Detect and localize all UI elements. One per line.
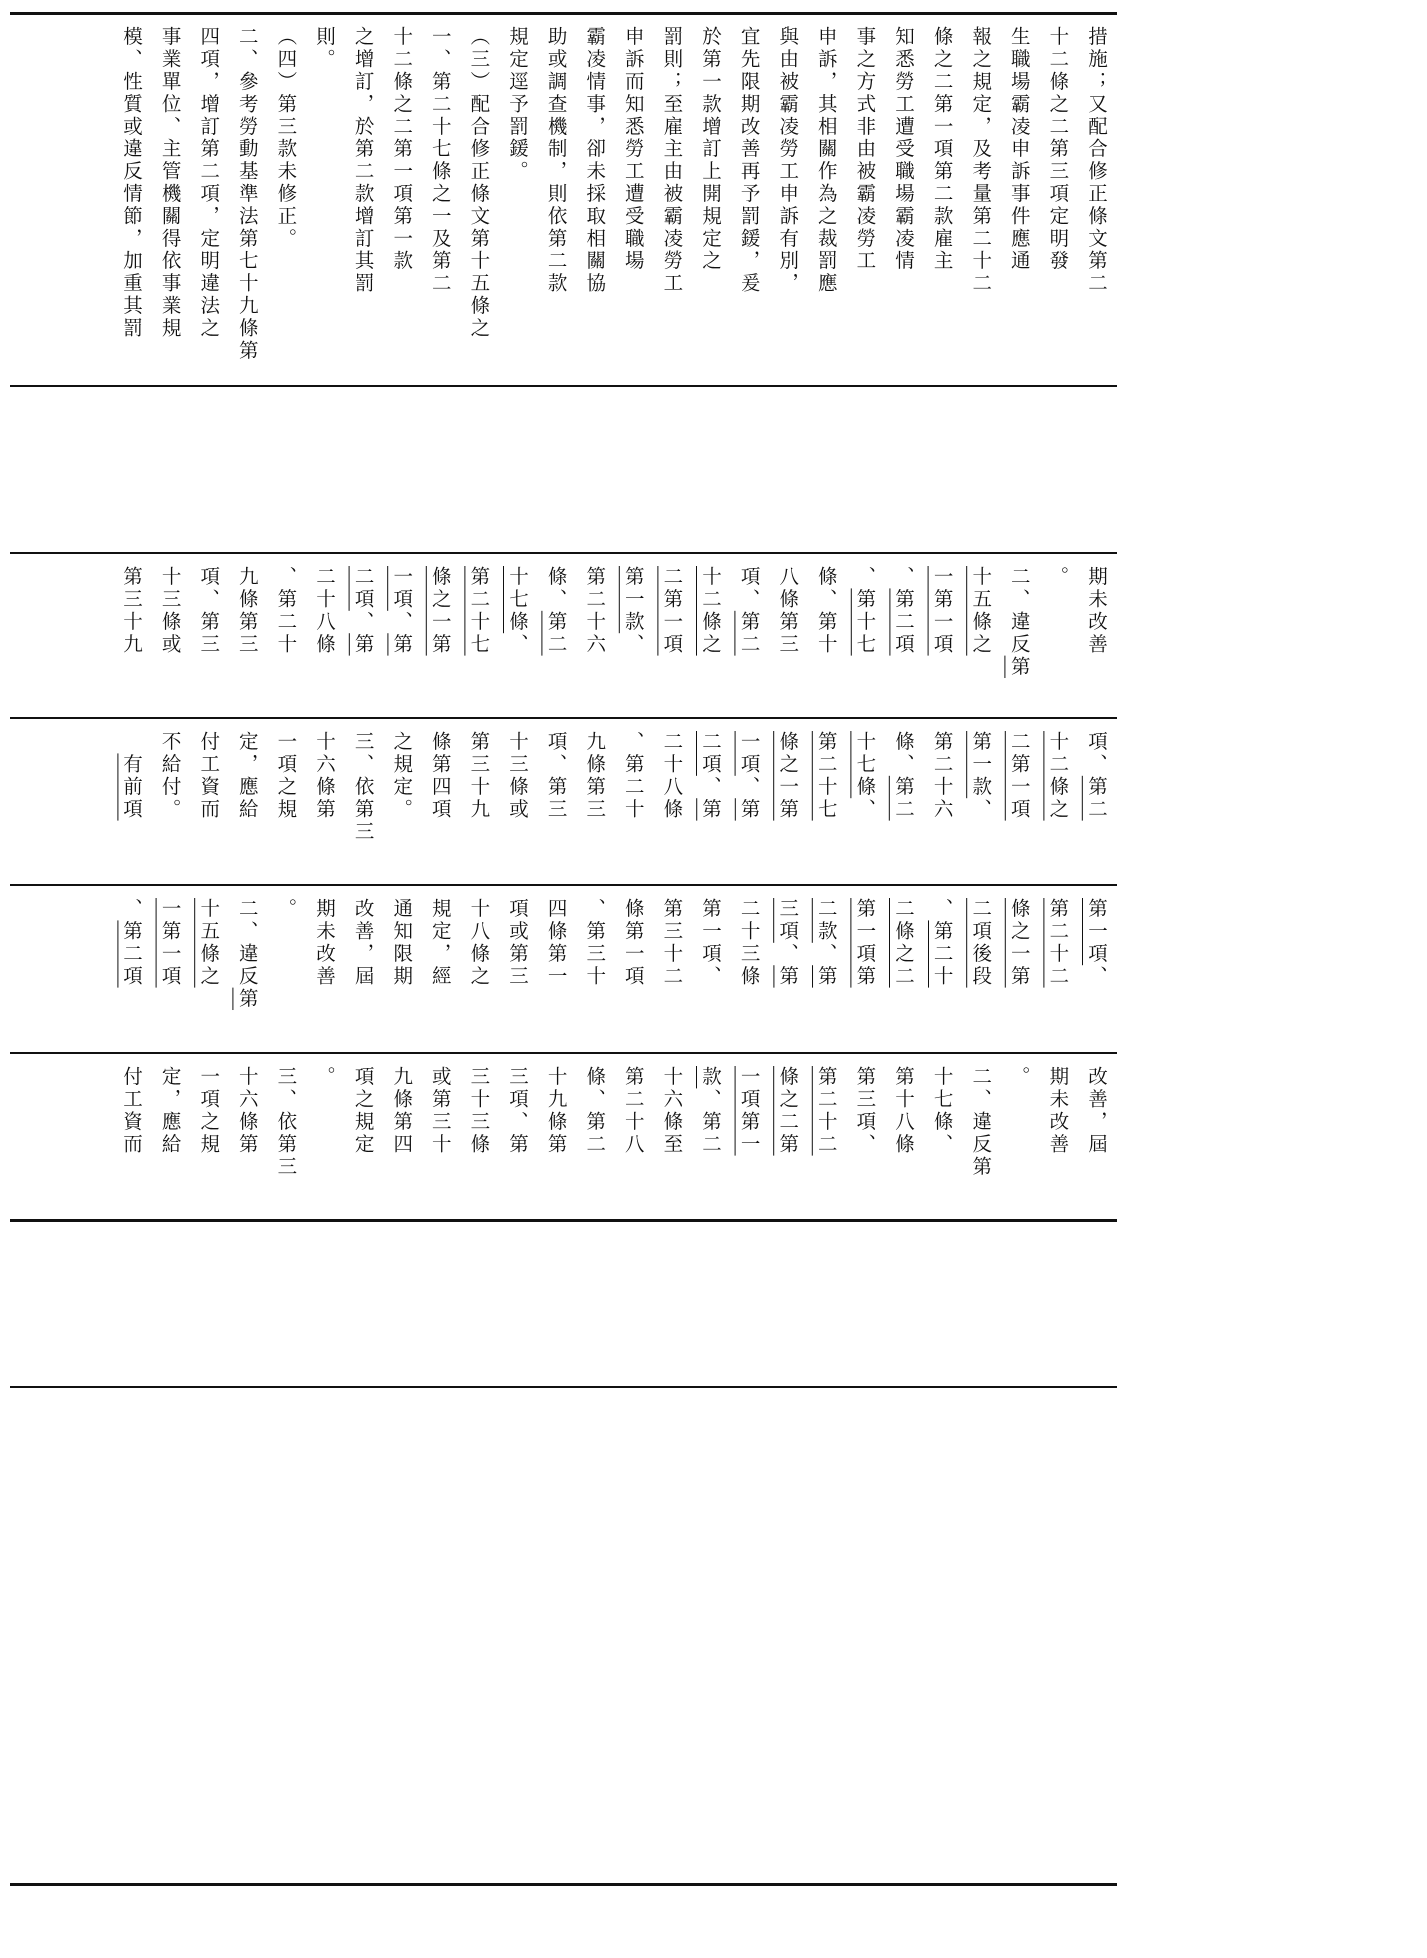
text-segment: 、 bbox=[814, 942, 838, 966]
text-segment: 規定，經 bbox=[428, 898, 452, 988]
text-column bbox=[545, 731, 567, 821]
text-column bbox=[197, 566, 219, 656]
text-column: 十二條之二第一項第一款 bbox=[390, 26, 414, 273]
text-segment: 、 bbox=[853, 798, 877, 821]
text-column bbox=[197, 731, 219, 821]
text-segment: 第二項 bbox=[120, 920, 143, 988]
text-segment: 第二十七 bbox=[814, 731, 838, 821]
text-segment: 二第一項 bbox=[660, 566, 684, 656]
text-segment: 第一款 bbox=[969, 731, 993, 799]
text-segment: 第二十二 bbox=[814, 1066, 838, 1156]
text-column bbox=[622, 731, 644, 821]
text-column: 知悉勞工遭受職場霸凌情 bbox=[892, 26, 915, 273]
text-segment: 三項 bbox=[776, 898, 800, 943]
text-segment: 三、依第三 bbox=[351, 731, 375, 843]
text-segment: 條第一項 bbox=[621, 898, 645, 988]
text-column bbox=[699, 898, 721, 988]
text-column bbox=[776, 566, 798, 656]
text-segment: 二項 bbox=[351, 566, 375, 611]
revised-article-text-block bbox=[0, 888, 1127, 1051]
text-column bbox=[545, 1066, 567, 1156]
text-column: 二、參考勞動基準法第七十九條第 bbox=[235, 26, 259, 362]
text-segment: 二項後段 bbox=[969, 898, 993, 988]
text-column bbox=[429, 731, 451, 821]
text-column bbox=[853, 566, 875, 656]
text-segment: 一項 bbox=[737, 731, 761, 776]
text-segment: 第二 bbox=[544, 610, 568, 656]
text-column bbox=[352, 566, 374, 656]
text-column: 條之二第一項第二款雇主 bbox=[930, 26, 954, 273]
text-column bbox=[506, 898, 528, 988]
text-column bbox=[583, 731, 605, 821]
text-segment: 項之規定 bbox=[351, 1066, 375, 1156]
text-segment: 第二項 bbox=[892, 588, 915, 656]
text-segment: 第 bbox=[390, 633, 414, 656]
section-divider-line bbox=[10, 884, 1117, 886]
text-segment: 十九條第 bbox=[544, 1066, 568, 1156]
text-column bbox=[738, 731, 760, 821]
text-segment: 第 bbox=[737, 798, 761, 821]
text-column bbox=[274, 898, 296, 920]
text-segment: 、 bbox=[1085, 965, 1108, 988]
bottom-border-line bbox=[10, 1883, 1117, 1886]
text-column: （四）第三款未修正。 bbox=[274, 26, 298, 250]
text-column bbox=[390, 898, 412, 988]
text-segment: 第 bbox=[1007, 655, 1031, 679]
text-segment: 二十八條 bbox=[660, 731, 684, 821]
text-column: 於第一款增訂上開規定之 bbox=[699, 26, 722, 273]
text-segment: 一項第一 bbox=[737, 1066, 761, 1156]
revised-article-text-block bbox=[0, 721, 1127, 883]
text-column bbox=[969, 1066, 991, 1178]
text-segment: 改善，屆 bbox=[1085, 1066, 1108, 1156]
text-segment: 十七條 bbox=[506, 566, 529, 634]
text-segment: 項、 bbox=[737, 566, 761, 611]
text-segment: 條、第二 bbox=[583, 1066, 607, 1156]
text-column bbox=[969, 898, 991, 988]
text-column: 模、性質或違反情節，加重其罰 bbox=[120, 26, 143, 340]
text-segment: 項、第三 bbox=[197, 566, 221, 656]
text-segment: 第二十八 bbox=[621, 1066, 645, 1156]
text-segment: 第三項、 bbox=[853, 1066, 877, 1156]
text-column bbox=[892, 566, 914, 656]
text-column: 助或調查機制，則依第二款 bbox=[544, 26, 568, 295]
text-column bbox=[120, 898, 142, 988]
text-column bbox=[969, 566, 991, 656]
text-column bbox=[1085, 731, 1107, 821]
text-column bbox=[1008, 566, 1030, 678]
text-segment: 第二 bbox=[737, 610, 761, 656]
text-column bbox=[583, 566, 605, 656]
text-segment: 第二十六 bbox=[930, 731, 954, 821]
text-column bbox=[622, 1066, 644, 1156]
revised-article-text-block bbox=[0, 556, 1127, 716]
text-column bbox=[352, 898, 374, 988]
text-segment: 第一項 bbox=[1085, 898, 1108, 966]
text-segment: 第 bbox=[699, 798, 722, 821]
text-column bbox=[622, 898, 644, 988]
text-segment: 第三十二 bbox=[660, 898, 684, 988]
text-segment: 三十三條 bbox=[467, 1066, 491, 1156]
text-segment: 。 bbox=[274, 898, 298, 921]
text-column bbox=[738, 898, 760, 988]
current-article-text-block bbox=[0, 1056, 1127, 1218]
text-column bbox=[1008, 731, 1030, 821]
text-column bbox=[120, 731, 142, 821]
text-segment: 、第二十 bbox=[621, 731, 645, 821]
text-column bbox=[699, 566, 721, 656]
text-column bbox=[159, 731, 181, 821]
text-column bbox=[506, 566, 528, 656]
section-divider-line bbox=[10, 1386, 1117, 1388]
text-segment: 二十八條 bbox=[313, 566, 336, 656]
text-column: 之增訂，於第二款增訂其罰 bbox=[351, 26, 375, 295]
text-column bbox=[931, 898, 953, 988]
text-column: 罰則；至雇主由被霸凌勞工 bbox=[660, 26, 684, 295]
text-segment: 、 bbox=[969, 798, 993, 821]
text-column: 與由被霸凌勞工申訴有別， bbox=[776, 26, 800, 295]
top-border-line bbox=[10, 12, 1117, 15]
text-column bbox=[776, 898, 798, 988]
text-column bbox=[236, 566, 258, 656]
text-segment: 九條第三 bbox=[235, 566, 259, 656]
text-segment: 十八條之 bbox=[467, 898, 491, 988]
text-column bbox=[467, 566, 489, 656]
text-column bbox=[1046, 898, 1068, 988]
text-column bbox=[352, 1066, 374, 1156]
text-segment: 第 bbox=[814, 965, 838, 988]
text-segment: 不給付。 bbox=[158, 731, 182, 821]
text-segment: 第二十二 bbox=[1046, 898, 1070, 988]
text-column: 四項，增訂第二項，定明違法之 bbox=[197, 26, 221, 340]
text-column: 宜先限期改善再予罰鍰，爰 bbox=[737, 26, 761, 295]
text-column bbox=[274, 1066, 296, 1178]
text-column bbox=[699, 1066, 721, 1156]
text-column bbox=[506, 1066, 528, 1156]
text-segment: 條之一第 bbox=[428, 566, 452, 656]
text-segment: 十二條之 bbox=[1046, 731, 1070, 821]
text-segment: 之規定。 bbox=[390, 731, 414, 821]
text-segment: 條、 bbox=[544, 566, 568, 611]
text-column bbox=[622, 566, 644, 656]
text-segment: 項、第三 bbox=[544, 731, 568, 821]
text-column bbox=[815, 566, 837, 656]
text-segment: 條之二第 bbox=[776, 1066, 800, 1156]
text-segment: 、 bbox=[930, 898, 954, 921]
text-column bbox=[313, 566, 335, 656]
text-segment: 期未改善 bbox=[1046, 1066, 1070, 1156]
text-segment: 、 bbox=[351, 610, 375, 634]
text-column bbox=[1046, 1066, 1068, 1156]
section-divider-line bbox=[10, 1052, 1117, 1054]
text-segment: 改善，屆 bbox=[351, 898, 375, 988]
text-column bbox=[583, 1066, 605, 1156]
text-column: 生職場霸凌申訴事件應通 bbox=[1007, 26, 1031, 273]
text-column bbox=[429, 1066, 451, 1156]
text-column bbox=[1046, 566, 1068, 588]
text-segment: 、 bbox=[853, 566, 877, 589]
text-segment: 付工資而 bbox=[197, 731, 221, 821]
text-segment: 條、第十 bbox=[814, 566, 838, 656]
text-column bbox=[159, 1066, 181, 1156]
text-column bbox=[892, 731, 914, 821]
text-segment: 十五條之 bbox=[197, 898, 221, 988]
text-column bbox=[236, 1066, 258, 1156]
text-segment: 十五條之 bbox=[969, 566, 993, 656]
text-segment: 款 bbox=[699, 1066, 722, 1089]
text-column: 申訴，其相關作為之裁罰應 bbox=[814, 26, 838, 295]
text-segment: 、第三十 bbox=[583, 898, 607, 988]
text-segment: 、 bbox=[737, 775, 761, 799]
text-segment: 二條之二 bbox=[892, 898, 915, 988]
text-segment: 二款 bbox=[814, 898, 838, 943]
text-column bbox=[352, 731, 374, 843]
text-segment: 項或第三 bbox=[506, 898, 529, 988]
text-segment: 、 bbox=[506, 633, 529, 656]
text-segment: 十六條至 bbox=[660, 1066, 684, 1156]
section-divider-line bbox=[10, 385, 1117, 387]
text-segment: 三項、第 bbox=[506, 1066, 529, 1156]
text-segment: 項、 bbox=[1085, 731, 1108, 776]
text-segment: 第十八條 bbox=[892, 1066, 915, 1156]
text-segment: 。 bbox=[1007, 1066, 1031, 1089]
text-segment: 一項之規 bbox=[274, 731, 298, 821]
text-segment: 二十三條 bbox=[737, 898, 761, 988]
text-column bbox=[1008, 1066, 1030, 1088]
text-segment: 期未改善 bbox=[313, 898, 336, 988]
text-column bbox=[660, 898, 682, 988]
text-column bbox=[892, 898, 914, 988]
text-segment: 一第一項 bbox=[158, 898, 182, 988]
text-segment: 、 bbox=[120, 898, 143, 921]
text-column: 十二條之二第三項定明發 bbox=[1046, 26, 1070, 273]
text-segment: 第 bbox=[235, 987, 259, 1011]
text-column bbox=[583, 898, 605, 988]
text-segment: 第一款 bbox=[621, 566, 645, 634]
section-divider-line bbox=[10, 717, 1117, 719]
text-segment: 一項 bbox=[390, 566, 414, 611]
text-segment: 、第二十 bbox=[274, 566, 298, 656]
text-segment: 條之一第 bbox=[776, 731, 800, 821]
text-segment: 、 bbox=[699, 775, 722, 799]
text-segment: 第三十九 bbox=[467, 731, 491, 821]
text-segment: 第一項、 bbox=[699, 898, 722, 988]
text-column: （三）配合修正條文第十五條之 bbox=[467, 26, 491, 340]
text-segment: 第十七 bbox=[853, 588, 877, 656]
text-column: 事之方式非由被霸凌勞工 bbox=[853, 26, 877, 273]
text-column bbox=[390, 731, 412, 821]
text-column bbox=[120, 1066, 142, 1156]
text-column bbox=[699, 731, 721, 821]
text-segment: 期未改善 bbox=[1085, 566, 1108, 656]
text-segment: 付工資而 bbox=[120, 1066, 143, 1156]
text-column bbox=[467, 1066, 489, 1156]
text-column bbox=[1008, 898, 1030, 988]
text-column bbox=[660, 1066, 682, 1156]
text-column bbox=[931, 731, 953, 821]
text-segment: 十六條第 bbox=[235, 1066, 259, 1156]
text-column bbox=[467, 898, 489, 988]
text-column bbox=[815, 898, 837, 988]
text-segment: 、 bbox=[621, 633, 645, 656]
text-segment: 八條第三 bbox=[776, 566, 800, 656]
text-column: 霸凌情事，卻未採取相關協 bbox=[583, 26, 607, 295]
text-segment: 。 bbox=[313, 1066, 336, 1089]
text-segment: 條、 bbox=[892, 731, 915, 776]
text-segment: 第三十九 bbox=[120, 566, 143, 656]
text-column bbox=[738, 566, 760, 656]
text-segment: 通知限期 bbox=[390, 898, 414, 988]
text-segment: 一項之規 bbox=[197, 1066, 221, 1156]
text-segment: 二、違反 bbox=[235, 898, 259, 988]
text-column bbox=[1046, 731, 1068, 821]
text-column bbox=[853, 731, 875, 821]
text-segment: 二、違反第 bbox=[969, 1066, 993, 1178]
text-column bbox=[429, 566, 451, 656]
text-column bbox=[892, 1066, 914, 1156]
text-segment: 十六條第 bbox=[313, 731, 336, 821]
text-segment: 第二十 bbox=[930, 920, 954, 988]
text-column bbox=[274, 566, 296, 656]
text-column bbox=[1085, 1066, 1107, 1156]
text-column bbox=[931, 1066, 953, 1156]
text-column: 規定逕予罰鍰。 bbox=[506, 26, 529, 183]
text-column bbox=[931, 566, 953, 656]
text-column: 事業單位、主管機關得依事業規 bbox=[158, 26, 182, 340]
text-segment: 條之一第 bbox=[1007, 898, 1031, 988]
text-segment: 二項 bbox=[699, 731, 722, 776]
text-column bbox=[660, 731, 682, 821]
text-column bbox=[390, 1066, 412, 1156]
text-column bbox=[313, 1066, 335, 1088]
text-column bbox=[429, 898, 451, 988]
text-segment: 十二條之 bbox=[699, 566, 722, 656]
text-column: 申訴而知悉勞工遭受職場 bbox=[621, 26, 645, 273]
text-column bbox=[738, 1066, 760, 1156]
text-column bbox=[545, 898, 567, 988]
section-divider-line bbox=[10, 1219, 1117, 1222]
section-divider-line bbox=[10, 552, 1117, 554]
text-segment: 、 bbox=[776, 942, 800, 966]
text-column: 措施；又配合修正條文第二 bbox=[1085, 26, 1108, 295]
text-segment: 條第四項 bbox=[428, 731, 452, 821]
text-segment: 十七條、 bbox=[930, 1066, 954, 1156]
text-column bbox=[506, 731, 528, 821]
text-segment: 。 bbox=[1046, 566, 1070, 589]
text-segment: 第一項第 bbox=[853, 898, 877, 988]
text-segment: 、 bbox=[390, 610, 414, 634]
text-column bbox=[545, 566, 567, 656]
text-segment: 第二十六 bbox=[583, 566, 607, 656]
text-column bbox=[776, 731, 798, 821]
text-column: 一、第二十七條之一及第二 bbox=[428, 26, 452, 295]
text-segment: 第二 bbox=[1085, 775, 1108, 821]
text-segment: 四條第一 bbox=[544, 898, 568, 988]
text-column bbox=[853, 898, 875, 988]
text-column bbox=[197, 1066, 219, 1156]
text-segment: 定，應給 bbox=[235, 731, 259, 821]
text-segment: 十三條或 bbox=[158, 566, 182, 656]
text-column bbox=[313, 731, 335, 821]
text-column bbox=[159, 566, 181, 656]
text-segment: 十七條 bbox=[853, 731, 877, 799]
text-column bbox=[390, 566, 412, 656]
text-column bbox=[467, 731, 489, 821]
text-segment: 二、違反 bbox=[1007, 566, 1031, 656]
text-column bbox=[969, 731, 991, 821]
text-segment: 第二 bbox=[892, 775, 915, 821]
text-column bbox=[159, 898, 181, 988]
text-column bbox=[1085, 898, 1107, 988]
text-column: 報之規定，及考量第二十二 bbox=[969, 26, 993, 295]
text-column bbox=[197, 898, 219, 988]
text-segment: 或第三十 bbox=[428, 1066, 452, 1156]
text-segment: 、第二 bbox=[699, 1088, 722, 1156]
text-column bbox=[120, 566, 142, 656]
text-column bbox=[236, 731, 258, 821]
text-column: 則。 bbox=[313, 26, 336, 71]
text-column bbox=[815, 1066, 837, 1156]
text-column bbox=[236, 898, 258, 1010]
text-segment: 一第一項 bbox=[930, 566, 954, 656]
text-column bbox=[660, 566, 682, 656]
text-column bbox=[853, 1066, 875, 1156]
text-column bbox=[776, 1066, 798, 1156]
text-column bbox=[313, 898, 335, 988]
text-segment bbox=[120, 731, 143, 753]
text-segment: 有前項 bbox=[120, 753, 143, 821]
explanation-text-block bbox=[0, 16, 1127, 384]
text-column bbox=[815, 731, 837, 821]
text-segment: 第 bbox=[351, 633, 375, 656]
text-segment: 第二十七 bbox=[467, 566, 491, 656]
text-segment: 第 bbox=[776, 965, 800, 988]
text-column bbox=[1085, 566, 1107, 656]
text-segment: 定，應給 bbox=[158, 1066, 182, 1156]
text-segment: 、 bbox=[892, 566, 915, 589]
text-segment: 九條第三 bbox=[583, 731, 607, 821]
text-segment: 二第一項 bbox=[1007, 731, 1031, 821]
text-column bbox=[274, 731, 296, 821]
text-segment: 九條第四 bbox=[390, 1066, 414, 1156]
text-segment: 三、依第三 bbox=[274, 1066, 298, 1178]
text-segment: 十三條或 bbox=[506, 731, 529, 821]
